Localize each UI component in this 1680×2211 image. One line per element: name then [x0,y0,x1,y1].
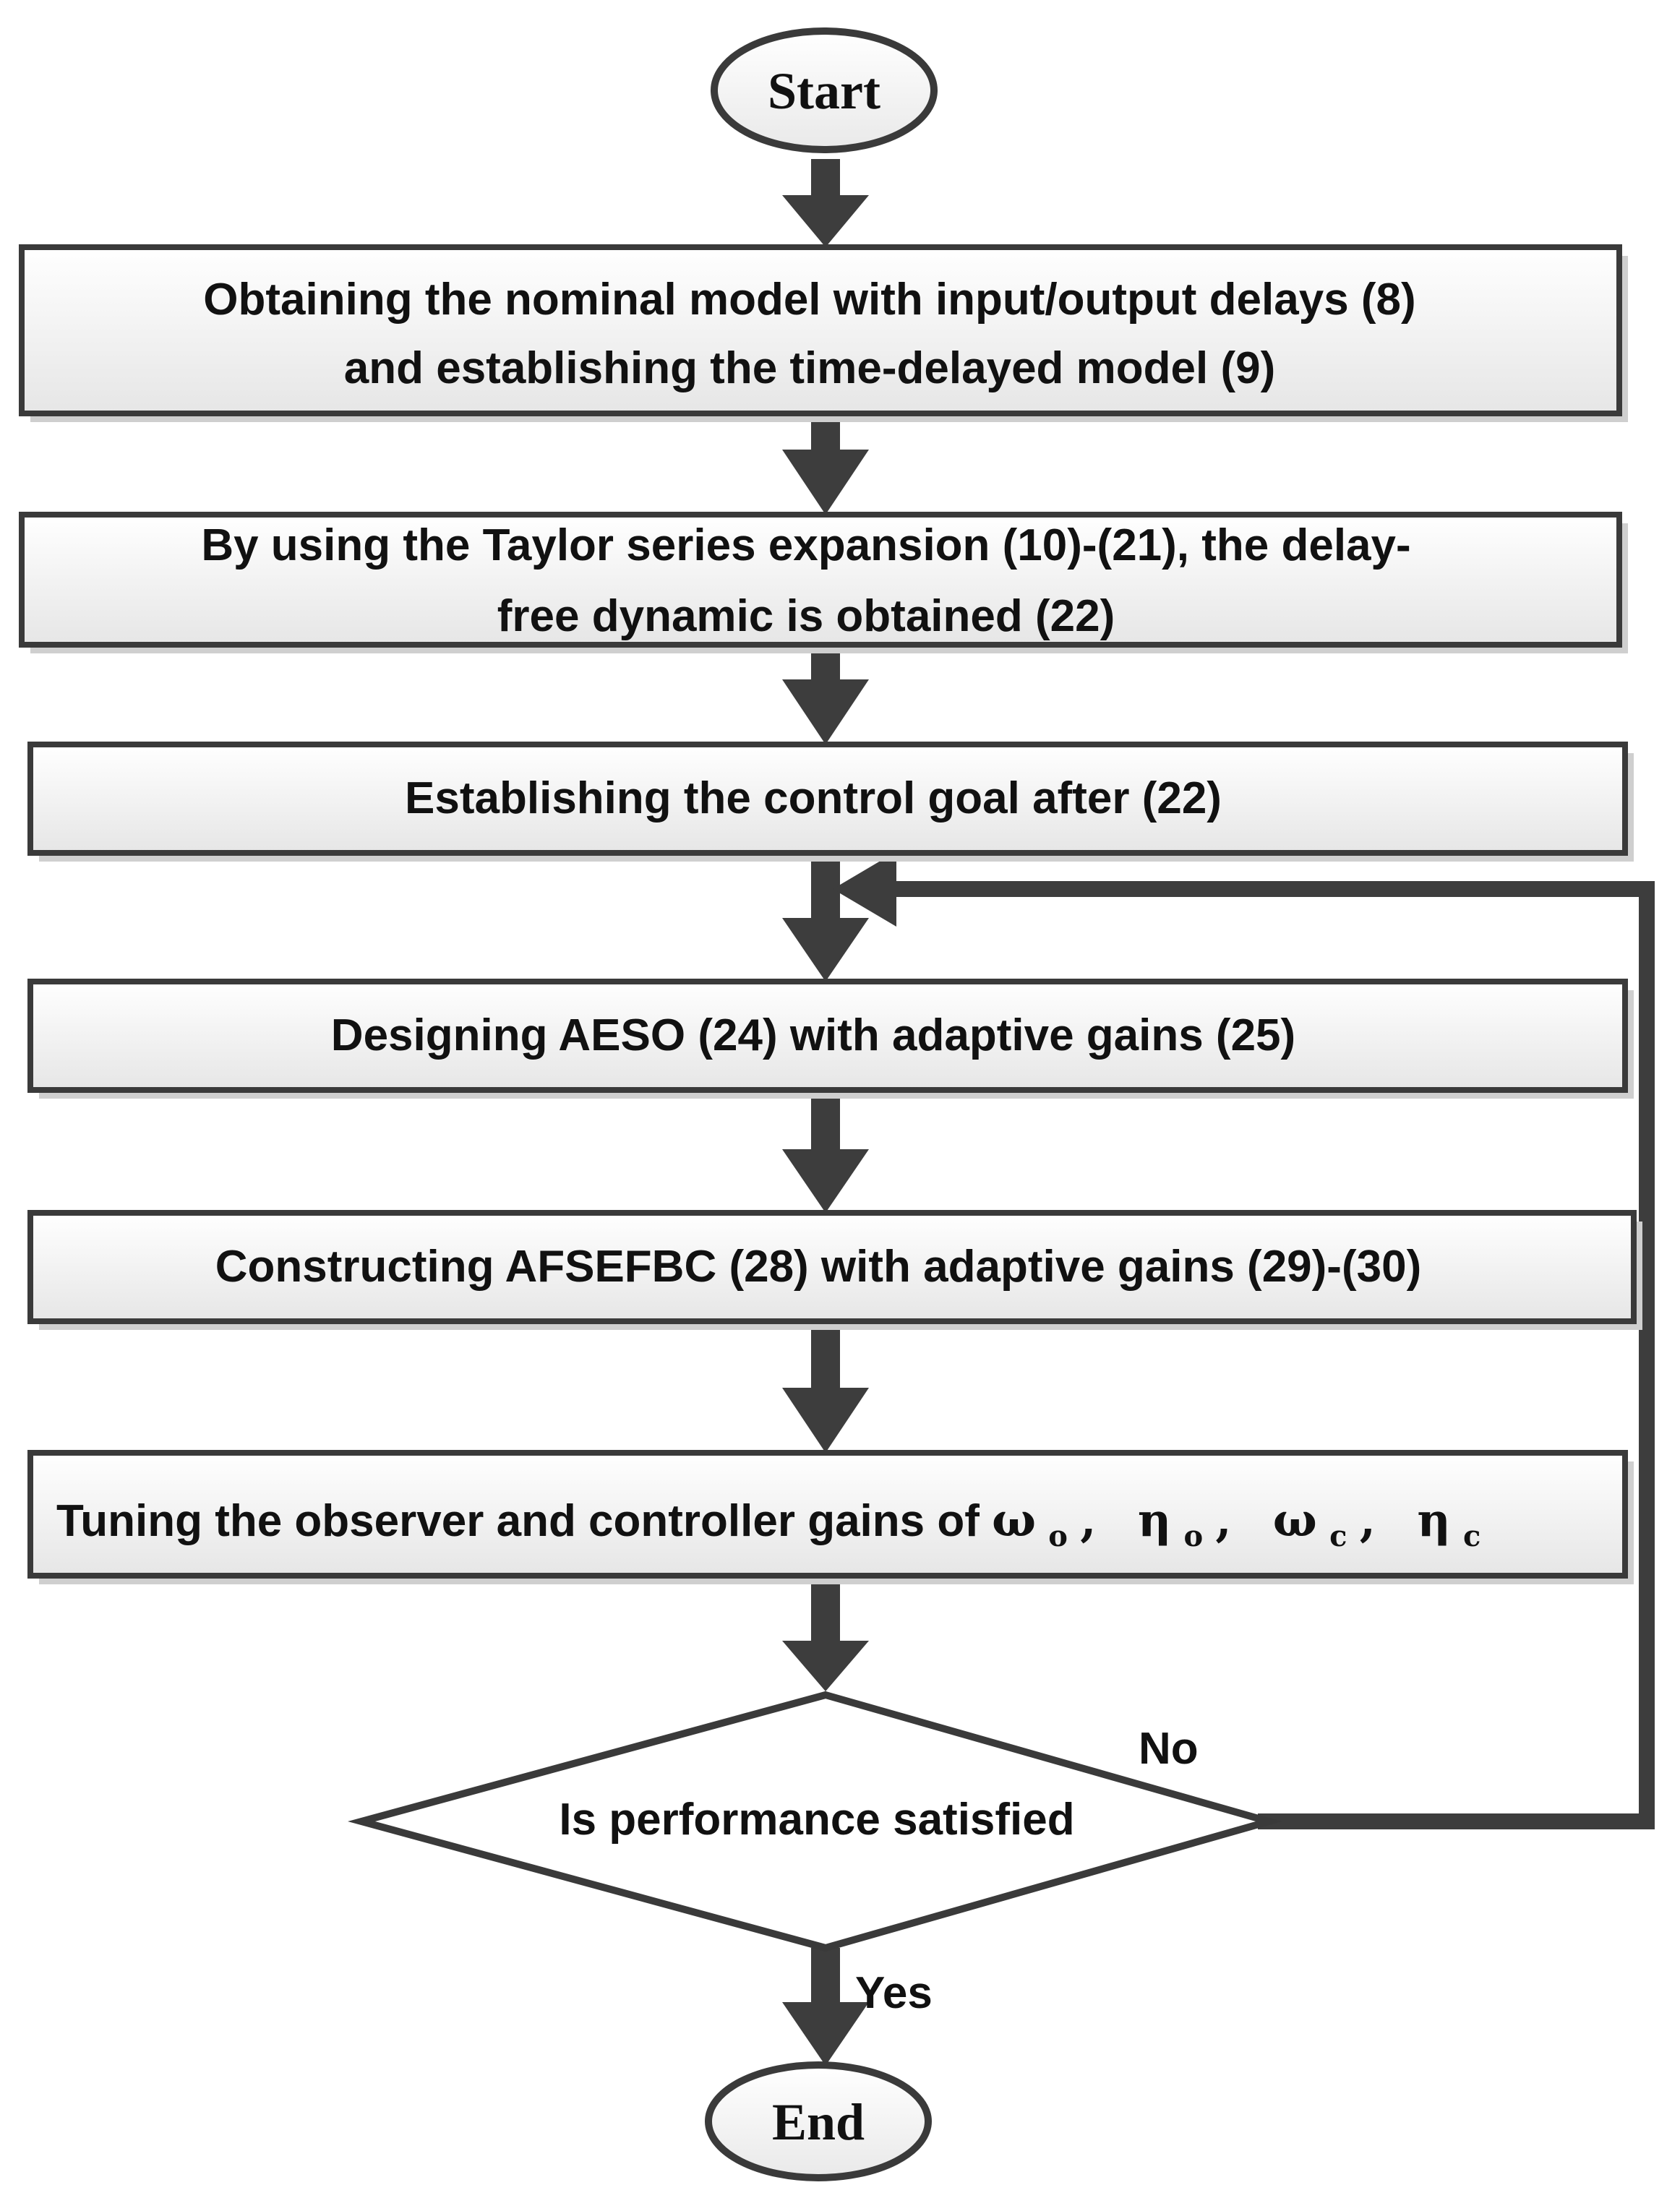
arrowhead-step6 [782,1388,869,1453]
start-terminal [714,31,934,150]
step-2-line-2: free dynamic is obtained (22) [497,591,1115,641]
step-6-text: Tuning the observer and controller gains of [56,1496,980,1546]
step-4-box [30,982,1634,1099]
arrowhead-step1 [782,195,869,247]
step-3-box [30,744,1634,862]
step-5-line-1: Constructing AFSEFBC (28) with adaptive gains (29)-(30) [215,1242,1422,1292]
step-3-line-1: Establishing the control goal after (22) [405,773,1222,823]
step-6-box [30,1453,1634,1584]
omega-o-symbol: ω [992,1493,1037,1547]
end-terminal [708,2065,928,2178]
eta-c-symbol: η [1417,1493,1451,1547]
connector-step6-decision [811,1579,840,1641]
step-4-line-1: Designing AESO (24) with adaptive gains (25) [330,1010,1296,1060]
arrowhead-step2 [782,450,869,515]
omega-c-symbol: ω [1272,1493,1317,1547]
connector-start-step1 [811,159,840,195]
step-5-box [30,1213,1642,1330]
eta-c-subscript: c [1462,1519,1481,1553]
no-label: No [1139,1724,1199,1774]
decision-label: Is performance satisfied [559,1795,1075,1845]
connector-step5-step6 [811,1326,840,1388]
start-label: Start [768,62,880,120]
separator-1: , [1080,1493,1097,1547]
yes-label: Yes [855,1968,933,2018]
step-1-box [22,247,1628,422]
arrowhead-step5 [782,1149,869,1213]
arrowhead-decision [782,1641,869,1691]
step-2-box [22,515,1628,653]
separator-2: , [1215,1493,1232,1547]
feedback-arrowhead [833,851,896,927]
step-2-line-1: By using the Taylor series expansion (10)-(21), the delay- [201,520,1411,570]
separator-3: , [1359,1493,1376,1547]
connector-step3-step4 [811,857,840,918]
arrowhead-step3 [782,679,869,744]
eta-o-subscript: o [1183,1519,1204,1553]
arrowhead-step4 [782,918,869,982]
step-1-line-1: Obtaining the nominal model with input/output delays (8) [203,275,1416,325]
decision-diamond [361,1695,1269,1948]
end-label: End [771,2093,865,2151]
connector-step4-step5 [811,1095,840,1149]
connector-decision-end [811,1948,840,2002]
step-1-line-2: and establishing the time-delayed model (9) [343,343,1276,393]
eta-o-symbol: η [1137,1493,1172,1547]
omega-c-subscript: c [1329,1519,1347,1553]
omega-o-subscript: o [1048,1519,1068,1553]
